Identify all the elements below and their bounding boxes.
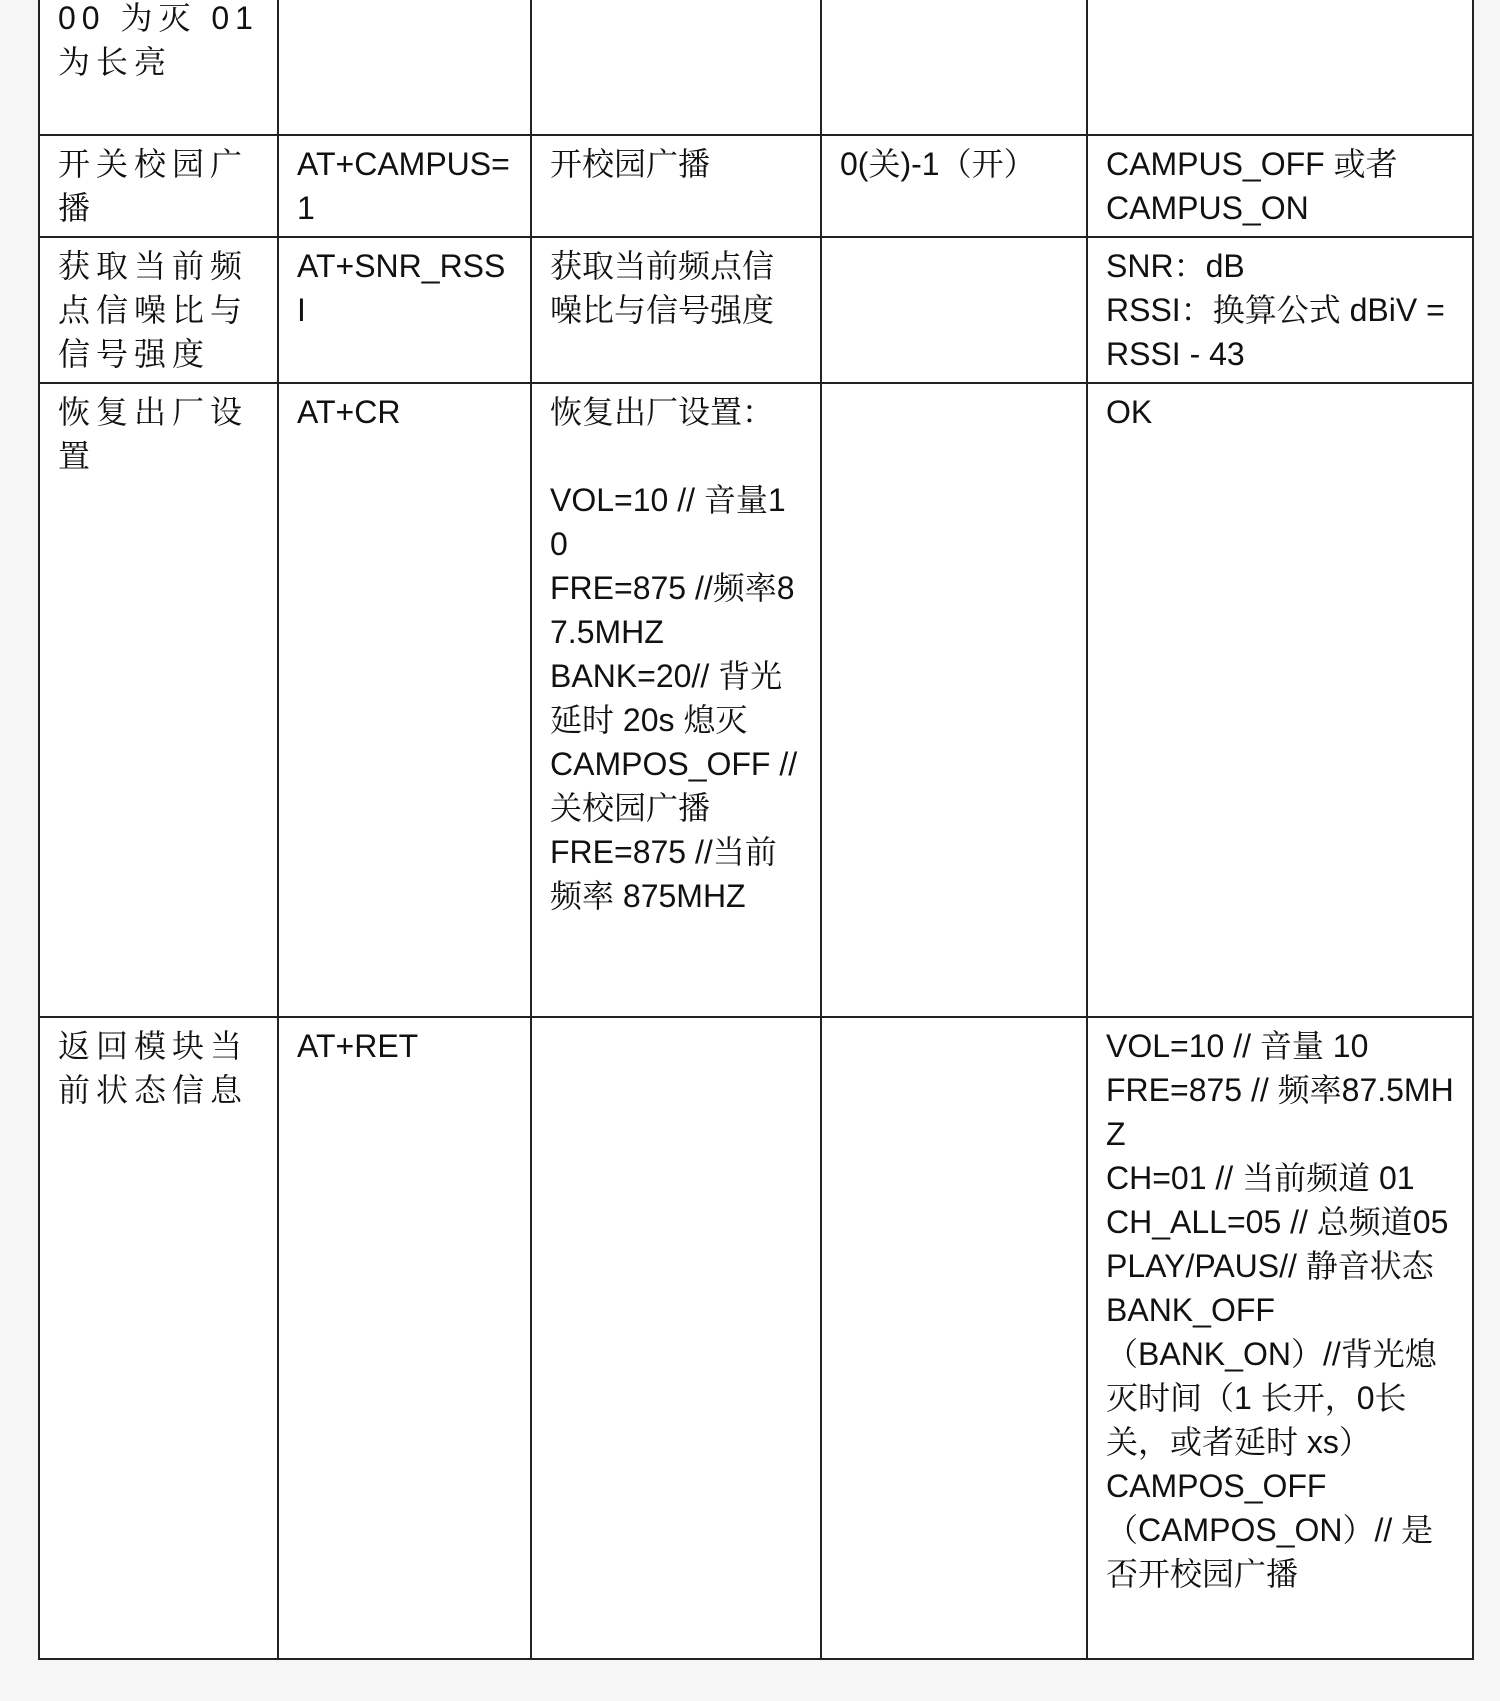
- table-row: [39, 1017, 1473, 1659]
- command-table: [38, 0, 1474, 1660]
- function-cell: 获取当前频点信噪比与信号强度: [39, 237, 278, 383]
- function-cell: 开关校园广播: [39, 135, 278, 237]
- table-row: [39, 135, 1473, 237]
- description-cell: [531, 0, 821, 135]
- return-cell: SNR：dB RSSI：换算公式 dBiV = RSSI - 43: [1087, 237, 1473, 383]
- return-cell: [1087, 0, 1473, 135]
- range-cell: [821, 1017, 1087, 1659]
- range-cell: 0(关)-1（开）: [821, 135, 1087, 237]
- table-row: [39, 383, 1473, 1017]
- command-cell: [278, 0, 531, 135]
- range-cell: [821, 0, 1087, 135]
- range-cell: [821, 237, 1087, 383]
- description-cell: 获取当前频点信噪比与信号强度: [531, 237, 821, 383]
- return-cell: CAMPUS_OFF 或者 CAMPUS_ON: [1087, 135, 1473, 237]
- table-row: [39, 0, 1473, 135]
- function-cell: 返回模块当前状态信息: [39, 1017, 278, 1659]
- range-cell: [821, 383, 1087, 1017]
- command-cell: AT+CAMPUS=1: [278, 135, 531, 237]
- return-cell: VOL=10 // 音量 10 FRE=875 // 频率87.5MHZ CH=01 // 当前频道 01 CH_ALL=05 // 总频道05 PLAY/PAUS// 静音状态 BANK_OFF （BANK_ON）//背光熄灭时间（1 长开，0长关，或者延时 xs） CAMPOS_OFF （CAMPOS_ON）// 是否开校园广播: [1087, 1017, 1473, 1659]
- command-cell: AT+CR: [278, 383, 531, 1017]
- return-cell: OK: [1087, 383, 1473, 1017]
- command-cell: AT+SNR_RSSI: [278, 237, 531, 383]
- function-cell: 恢复出厂设置: [39, 383, 278, 1017]
- description-cell: 开校园广播: [531, 135, 821, 237]
- command-cell: AT+RET: [278, 1017, 531, 1659]
- description-cell: 恢复出厂设置： VOL=10 // 音量10 FRE=875 //频率87.5MHZ BANK=20// 背光延时 20s 熄灭 CAMPOS_OFF // 关校园广播 FRE=875 //当前频率 875MHZ: [531, 383, 821, 1017]
- table-row: [39, 237, 1473, 383]
- description-cell: [531, 1017, 821, 1659]
- function-cell: 00 为灭 01 为长亮: [39, 0, 278, 135]
